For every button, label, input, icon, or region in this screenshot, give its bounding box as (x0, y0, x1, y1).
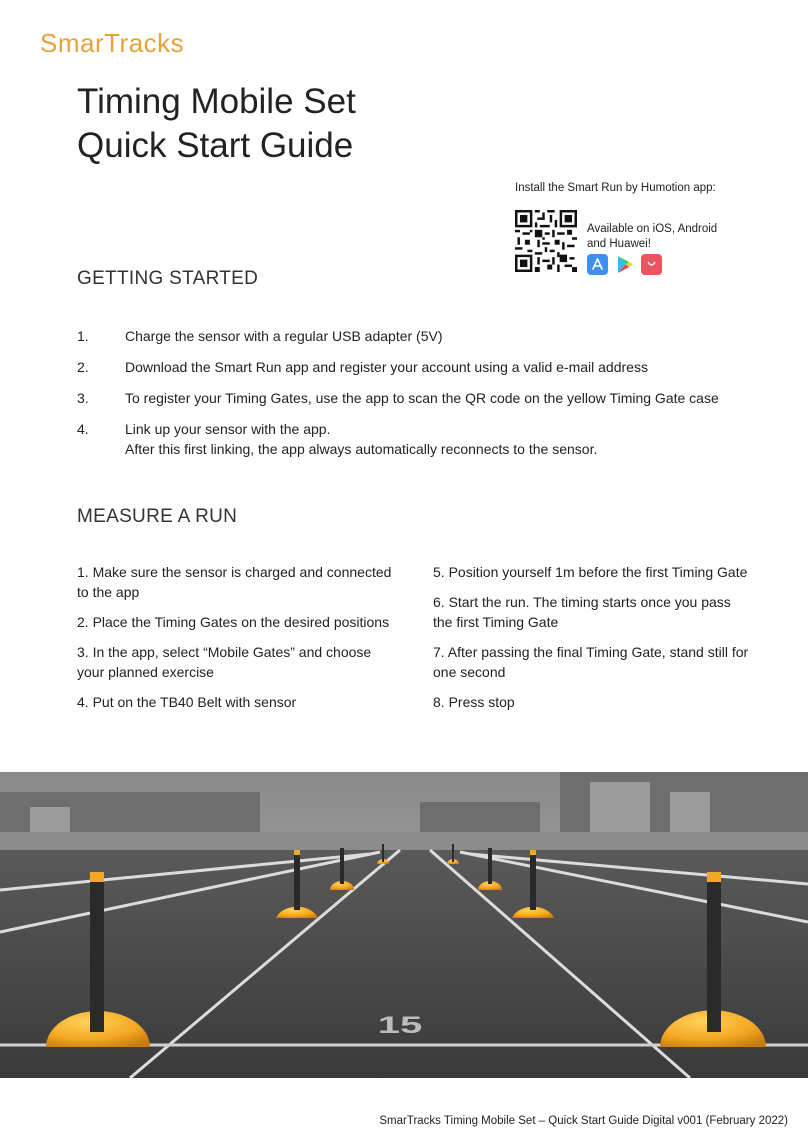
track-photo (0, 772, 808, 1078)
title-line-1: Timing Mobile Set (77, 82, 356, 121)
step-number: 4. (77, 421, 89, 437)
google-play-icon[interactable] (614, 254, 635, 275)
app-install-box (515, 182, 775, 250)
step-text: Download the Smart Run app and register your account using a valid e-mail address (125, 359, 648, 375)
track-illustration (0, 772, 808, 1078)
qr-code (515, 210, 577, 272)
measure-step: 1. Make sure the sensor is charged and connected to the app (77, 564, 392, 600)
step-number: 1. (77, 328, 89, 344)
measure-step: 3. In the app, select “Mobile Gates” and choose your planned exercise (77, 644, 372, 680)
page-title (77, 80, 356, 168)
step-text: To register your Timing Gates, use the app to scan the QR code on the yellow Timing Gate case (125, 390, 719, 406)
step-item (77, 419, 757, 459)
step-number: 2. (77, 359, 89, 375)
step-text-line: Link up your sensor with the app. (125, 421, 331, 437)
availability-text: Available on iOS, Android and Huawei! (587, 223, 718, 250)
measure-left-column (77, 562, 397, 722)
step-item (77, 357, 757, 377)
logo-text: SmarTracks (40, 28, 185, 58)
step-text-line: After this first linking, the app always automatically reconnects to the sensor. (125, 441, 598, 457)
measure-step: 7. After passing the final Timing Gate, stand still for one second (433, 644, 749, 680)
measure-step: 6. Start the run. The timing starts once you pass the first Timing Gate (433, 594, 731, 630)
getting-started-heading: GETTING STARTED (77, 268, 259, 289)
measure-step: 2. Place the Timing Gates on the desired positions (77, 614, 390, 630)
getting-started-steps (77, 326, 757, 459)
page-footer: SmarTracks Timing Mobile Set – Quick Start Guide Digital v001 (February 2022) (379, 1115, 788, 1127)
brand-logo (40, 28, 184, 59)
step-number: 3. (77, 390, 89, 406)
measure-step: 4. Put on the TB40 Belt with sensor (77, 694, 297, 710)
step-item (77, 388, 757, 408)
step-text (125, 419, 757, 459)
measure-right-column (433, 562, 753, 722)
install-text: Install the Smart Run by Humotion app: (515, 182, 716, 194)
measure-heading: MEASURE A RUN (77, 506, 238, 527)
measure-step: 5. Position yourself 1m before the first Timing Gate (433, 564, 748, 580)
title-line-2: Quick Start Guide (77, 126, 354, 165)
step-text: Charge the sensor with a regular USB adapter (5V) (125, 328, 443, 344)
step-item (77, 326, 757, 346)
huawei-appgallery-icon[interactable] (641, 254, 662, 275)
measure-step: 8. Press stop (433, 694, 515, 710)
store-badges (587, 254, 662, 275)
lane-number: 15 (377, 1011, 423, 1039)
app-store-icon[interactable] (587, 254, 608, 275)
